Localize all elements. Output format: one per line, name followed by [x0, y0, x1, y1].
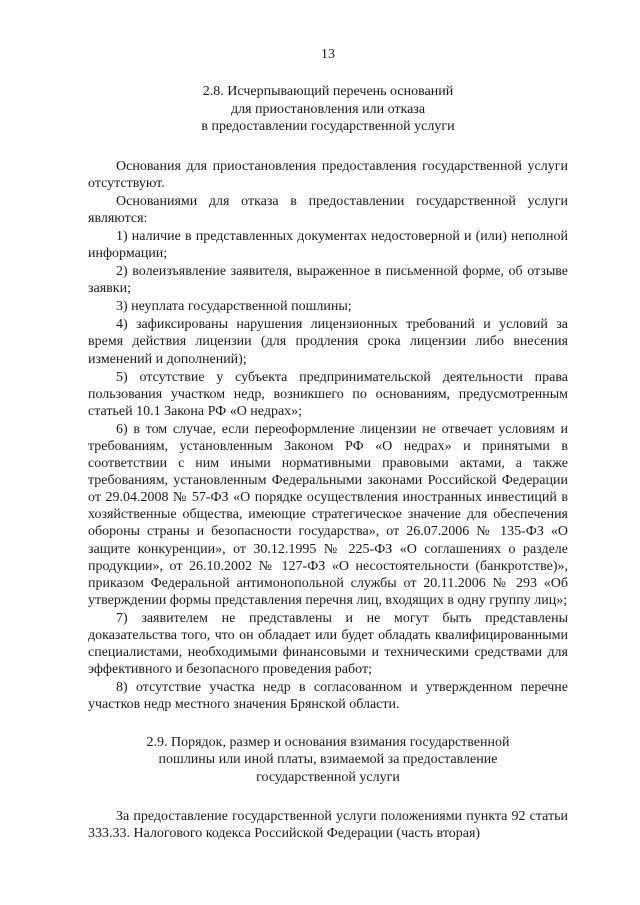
paragraph: Основания для приостановления предоставления государственной услуги отсутствуют.	[88, 158, 568, 191]
list-item: 8) отсутствие участка недр в согласованном и утвержденном перечне участков недр местного значения Брянской области.	[88, 680, 568, 713]
heading-line: 2.9. Порядок, размер и основания взимания государственной	[146, 734, 510, 750]
list-item: 6) в том случае, если переоформление лицензии не отвечает условиям и требованиям, установленным Законом РФ «О недрах» и принятыми в соответствии с ним иными нормативными правовыми актами, а также требованиям, установленным Федеральными законами Российской Федерации от 29.04.2008 № 57-ФЗ «О порядке осуществления иностранных инвестиций в хозяйственные общества, имеющие стратегическое значение для обеспечения обороны страны и безопасности государства», от 26.07.2006 № 135-ФЗ «О защите конкуренции», от 30.12.1995 № 225-ФЗ «О соглашениях о разделе продукции», от 26.10.2002 № 127-ФЗ «О несостоятельности (банкротстве)», приказом Федеральной антимонопольной службы от 20.11.2006 № 293 «Об утверждении формы представления перечня лиц, входящих в одну группу лиц»;	[88, 421, 568, 608]
heading-line: в предоставлении государственной услуги	[201, 119, 455, 134]
list-item: 4) зафиксированы нарушения лицензионных требований и условий за время действия лицензии (для продления срока лицензии либо внесения изменений и дополнений);	[88, 317, 568, 367]
list-item: 1) наличие в представленных документах недостоверной и (или) неполной информации;	[88, 228, 568, 261]
section-2-9	[88, 734, 568, 843]
list-item: 3) неуплата государственной пошлины;	[116, 299, 352, 315]
heading-line: пошлины или иной платы, взимаемой за предоставление	[158, 752, 498, 767]
list-item: 7) заявителем не представлены и не могут быть представлены доказательства того, что он обладает или будет обладать квалифицированными специалистами, необходимыми финансовыми и техническими средствами для эффективного и безопасного проведения работ;	[88, 610, 568, 678]
heading-line: государственной услуги	[256, 769, 400, 785]
heading-line: 2.8. Исчерпывающий перечень оснований	[202, 84, 454, 99]
section-heading	[88, 83, 568, 136]
section-heading	[88, 734, 568, 787]
list-item: 5) отсутствие у субъекта предпринимательской деятельности права пользования участком недр, возникшего по основаниям, предусмотренным статьей 10.1 Закона РФ «О недрах»;	[88, 369, 568, 419]
paragraph: Основаниями для отказа в предоставлении государственной услуги являются:	[88, 193, 568, 226]
section-spacer	[88, 714, 568, 734]
section-2-8	[88, 83, 568, 714]
paragraph: За предоставление государственной услуги положениями пункта 92 статьи 333.33. Налогового кодекса Российской Федерации (часть вторая)	[88, 809, 568, 842]
page-number: 13	[321, 47, 335, 62]
list-item: 2) волеизъявление заявителя, выраженное в письменной форме, об отзыве заявки;	[88, 264, 568, 297]
heading-line: для приостановления или отказа	[230, 101, 426, 117]
